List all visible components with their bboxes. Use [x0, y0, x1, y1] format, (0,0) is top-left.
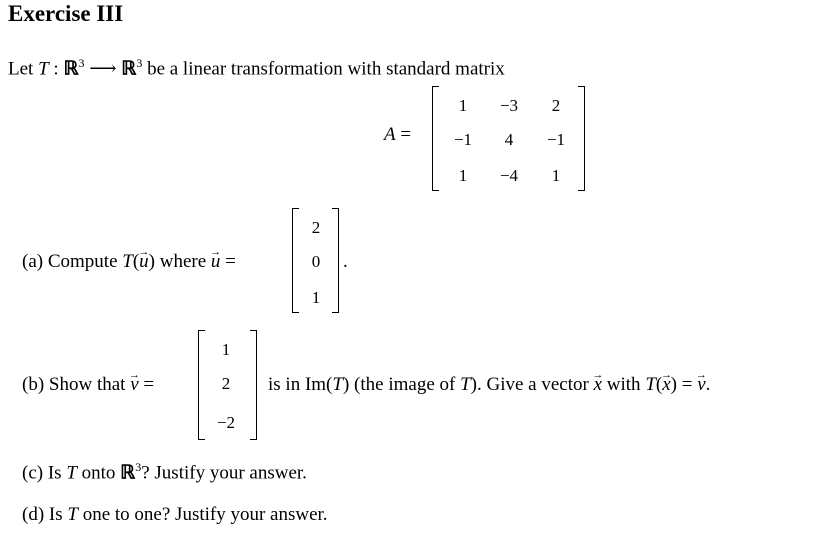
vector-entry: 2	[221, 374, 231, 393]
part-d-text: (d) Is T one to one? Justify your answer.	[22, 504, 328, 525]
part-a-text: (a) Compute T(u →) where u → =	[22, 251, 236, 273]
part-b-text: is in Im(T) (the image of T). Give a vector x → with T(x →) = v →.	[268, 374, 710, 396]
matrix-cell: 1	[458, 96, 468, 115]
intro-sentence: Let T : ℝ$^3$ ⟶ ℝ$^3$ be a linear transformation with standard matrix	[8, 56, 505, 80]
exercise-title: Exercise III	[8, 1, 124, 26]
vector-right-bracket	[250, 330, 257, 440]
vector-entry: 1	[221, 340, 231, 359]
matrix-cell: 4	[504, 130, 514, 149]
matrix-right-bracket	[578, 86, 585, 191]
part-c-text: (c) Is T onto ℝ$^3$? Justify your answer.	[22, 460, 307, 484]
vector-entry: 0	[311, 252, 321, 271]
vector-entry: 2	[311, 218, 321, 237]
part-a-period: .	[343, 251, 348, 272]
vector-entry: 1	[311, 288, 321, 307]
matrix-cell: −4	[499, 166, 519, 185]
matrix-cell: −1	[546, 130, 566, 149]
matrix-cell: 1	[458, 166, 468, 185]
vector-entry: −2	[216, 413, 236, 432]
matrix-cell: 2	[551, 96, 561, 115]
vector-left-bracket	[198, 330, 205, 440]
matrix-cell: −1	[453, 130, 473, 149]
matrix-cell: 1	[551, 166, 561, 185]
matrix-cell: −3	[499, 96, 519, 115]
matrix-left-bracket	[432, 86, 439, 191]
matrix-label: A =	[384, 124, 412, 145]
part-b-prefix: (b) Show that v → =	[22, 374, 154, 396]
